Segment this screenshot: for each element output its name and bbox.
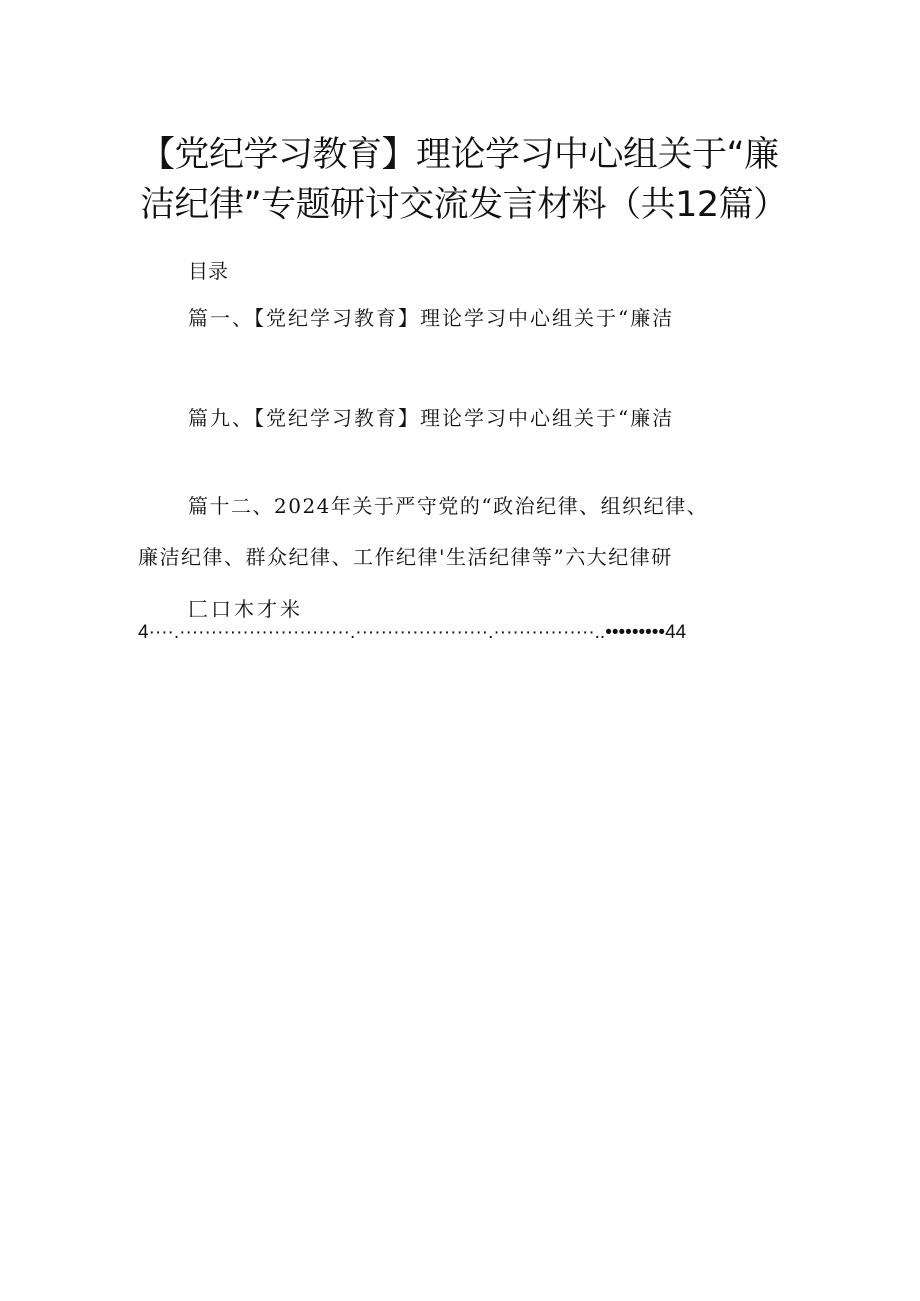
document-title (140, 130, 800, 230)
toc-item-9: 篇九、【党纪学习教育】理论学习中心组关于“廉洁 (188, 406, 675, 430)
toc-item-12-line-1: 篇十二、2024年关于严守党的“政治纪律、组织纪律、 (188, 494, 709, 518)
page-number-leader: 4····.···························.·····················.················..•••••••••44 (138, 622, 687, 643)
toc-item-1: 篇一、【党纪学习教育】理论学习中心组关于“廉洁 (188, 306, 675, 330)
garbled-text-line: 匚口木才米 (188, 597, 303, 621)
toc-heading: 目录 (188, 259, 228, 283)
title-line-1: 【党纪学习教育】理论学习中心组关于“廉 (140, 135, 779, 175)
title-line-2: 洁纪律”专题研讨交流发言材料（共12篇） (140, 185, 788, 225)
toc-item-12-line-2: 廉洁纪律、群众纪律、工作纪律'生活纪律等”六大纪律研 (138, 545, 673, 569)
